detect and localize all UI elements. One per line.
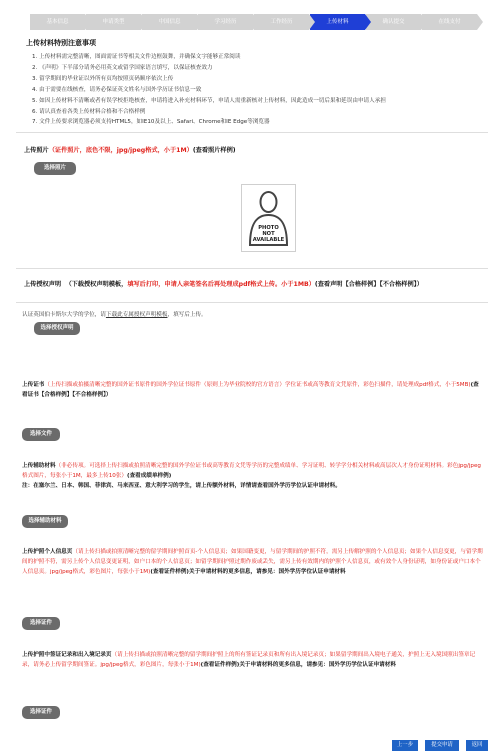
step-confirm-submit: 确认提交 xyxy=(366,14,421,30)
step-study-history: 学习经历 xyxy=(198,14,253,30)
select-passport-info-button[interactable]: 选择证件 xyxy=(22,617,60,630)
authorization-note-pre: 认证英国伯卡斯尔大学的学位，请 xyxy=(22,312,106,318)
certificate-sample-links[interactable]: (查看证书【合格样例】【不合格样例】） xyxy=(22,382,479,398)
submit-application-button[interactable]: 提交申请 xyxy=(425,740,459,751)
notice-item: 4. 由于需要在线核查，请务必保证英文姓名与国外学历证书信息一致 xyxy=(32,86,202,93)
notice-item: 3. 留学期间的毕业证以外所有页均按照页码顺序依次上传 xyxy=(32,75,174,82)
photo-sample-link[interactable]: (查看照片样例) xyxy=(192,147,236,154)
photo-title: 上传照片 xyxy=(24,147,49,154)
certificate-title: 上传证书 xyxy=(22,382,45,388)
authorization-note-post: ，填写后上传。 xyxy=(167,312,207,318)
step-application-type: 申请类型 xyxy=(86,14,141,30)
photo-section-title xyxy=(24,146,236,155)
back-button[interactable]: 返回 xyxy=(466,740,488,751)
authorization-title: 上传授权声明 xyxy=(24,281,62,288)
passport-visa-hint: （请上传扫描或拍照清晰完整的留学期间护照上的所有签证记录页和所有出入境记录页；如果留学期间出入境电子通关，护照上无入境国照出签章记录，请务必上传留学期间签证。jpg/jpeg格式，彩色图片，每张小于1M) xyxy=(22,652,476,668)
divider xyxy=(16,268,488,269)
passport-info-section xyxy=(22,547,484,577)
certificate-section xyxy=(22,380,484,400)
notice-item: 2. 《声明》下半部分请务必用英文或留学国家语言填写，以保证核查效力 xyxy=(32,64,213,71)
authorization-note xyxy=(22,310,207,318)
select-authorization-button[interactable]: 选择授权声明 xyxy=(34,322,80,335)
step-online-payment: 在线支付 xyxy=(422,14,477,30)
supporting-sample-link[interactable]: (查看成绩单样例) xyxy=(127,473,172,479)
photo-placeholder xyxy=(241,184,296,252)
select-certificate-button[interactable]: 选择文件 xyxy=(22,428,60,441)
certificate-hint: （上传扫描或拍摄清晰完整的国外证书原件的国外学位证书原件（原则上为毕业院校的官方语言）学位证书或高等教育文凭原件，彩色扫描件，请处理成pdf格式，小于5MB) xyxy=(44,382,471,388)
photo-hint: （证件照片，底色不限，jpg/jpeg格式，小于1M） xyxy=(48,147,193,154)
step-china-info: 中国信息 xyxy=(142,14,197,30)
photo-placeholder-line3: AVAILABLE xyxy=(252,237,285,243)
select-passport-visa-button[interactable]: 选择证件 xyxy=(22,706,60,719)
passport-visa-title: 上传护照中签证记录和出入境记录页 xyxy=(22,652,112,658)
supporting-title: 上传辅助材料 xyxy=(22,463,56,469)
person-silhouette-icon xyxy=(242,185,295,251)
prev-step-button[interactable]: 上一步 xyxy=(392,740,418,751)
notice-item: 6. 请认真查看各类上传材料合格和不合格样例 xyxy=(32,108,146,115)
notice-list xyxy=(32,52,492,128)
notice-item: 1. 上传材料需完整清晰，图面需证书等相关文件边框鼓舞，并确保文字能够正常阅读 xyxy=(32,54,241,60)
authorization-section-title xyxy=(24,280,494,289)
authorization-sample-links[interactable]: (查看声明【合格样例】【不合格样例】） xyxy=(314,281,423,288)
notice-item: 5. 如因上传材料不清晰或者有误学校拒绝核查，申请将进入补充材料环节，申请人需重新核对上传材料，因此造成一切后果和延误由申请人承担 xyxy=(32,97,386,104)
step-work-history: 工作经历 xyxy=(254,14,309,30)
passport-info-title: 上传护照个人信息页 xyxy=(22,549,73,555)
divider xyxy=(16,302,488,303)
authorization-download-link[interactable]: （下载授权声明模板， xyxy=(65,281,128,288)
supporting-section xyxy=(22,461,484,491)
passport-info-links[interactable]: (查看证件样例)关于申请材料的更多信息，请参见：国外学历学位认证申请材料 xyxy=(150,569,346,575)
supporting-note: 注：在塞尔兰、日本、韩国、菲律宾、马来西亚、意大利学习的学生，请上传额外材料，详情请查看国外学历学位认证申请材料。 xyxy=(22,483,341,489)
authorization-template-link[interactable]: 下载此专属授权声明模板 xyxy=(105,312,168,318)
photo-placeholder-line1: PHOTO xyxy=(258,225,279,231)
passport-visa-section xyxy=(22,650,484,670)
step-upload-materials: 上传材料 xyxy=(310,14,365,30)
photo-placeholder-line2: NOT xyxy=(262,231,275,237)
notice-title: 上传材料特别注意事项 xyxy=(26,39,96,47)
notice-item: 7. 文件上传要求浏览器必须支持HTML5，如IE10及以上、Safari、Chrome和IE Edge等浏览器 xyxy=(32,119,270,126)
step-basic-info: 基本信息 xyxy=(30,14,85,30)
divider xyxy=(16,132,488,133)
passport-info-hint: （请上传扫描或拍照清晰完整的留学期间护照首页-个人信息页；如果国籍变更，与留学期间的护照不符，需另上传解护照的个人信息页；如果个人信息变更，与留学期间的护照不符，需另上传个人信息变更证明，如户口本的个人信息页；如留学期间护照过期作废或丢失，需另上传有效期内的护照个人信息页，或有效个人身份证明，如身份证或户口本个人信息页。jpg/jpeg格式，彩色图片，每张小于1M) xyxy=(22,549,483,575)
select-photo-button[interactable]: 选择照片 xyxy=(34,162,76,175)
select-supporting-button[interactable]: 选择辅助材料 xyxy=(22,515,68,528)
passport-visa-links[interactable]: (查看证件样例)关于申请材料的更多信息，请参见：国外学历学位认证申请材料 xyxy=(200,662,396,668)
progress-steps xyxy=(30,14,502,30)
authorization-hint: 填写后打印，申请人亲笔签名后再处理成pdf格式上传。小于1MB） xyxy=(127,281,315,288)
supporting-hint: （非必传项。可选择上传扫描或拍照清晰完整的国外学位证书或高等教育文凭等学历的完整成绩单、学习证明、转学学分相关材料或高层次人才身份证明材料。彩色jpg/jpeg格式图片，每张小于1M，最多上传10张） xyxy=(22,463,481,479)
